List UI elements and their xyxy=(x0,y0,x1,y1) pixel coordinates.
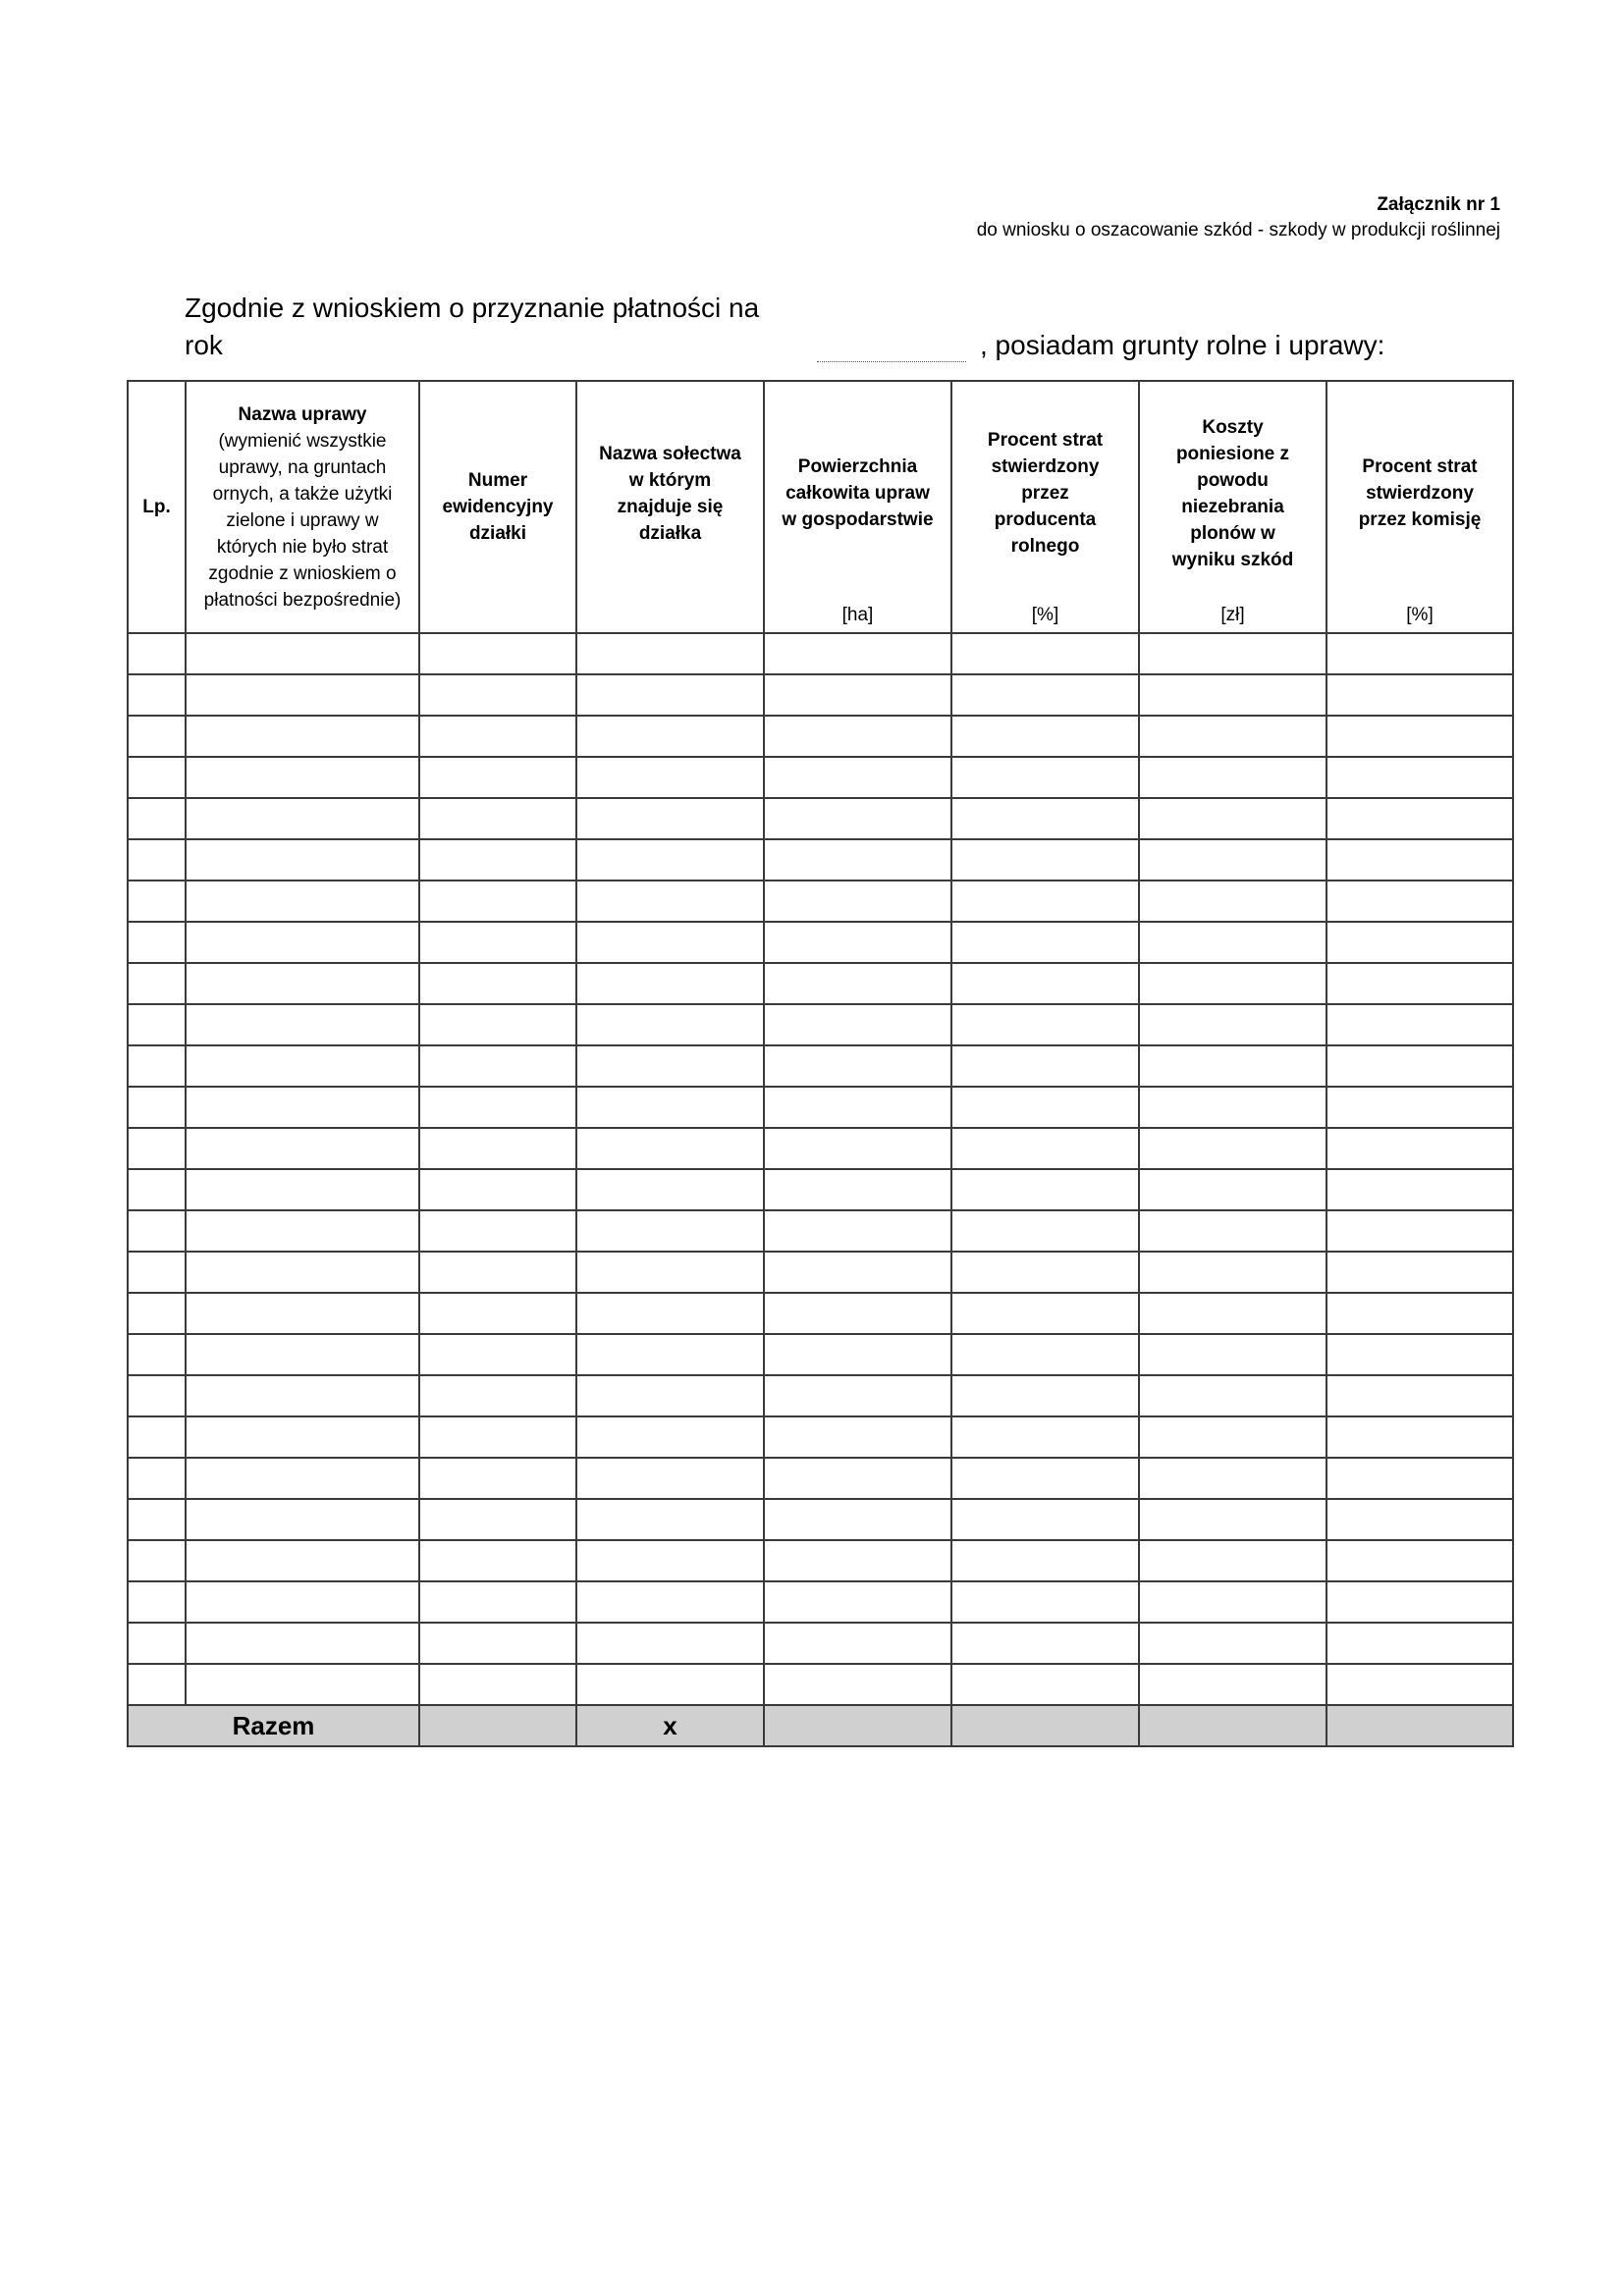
loss-commission-cell[interactable] xyxy=(1326,716,1513,757)
parcel-number-cell[interactable] xyxy=(419,1416,576,1458)
header-area-unit: [ha] xyxy=(841,605,874,625)
header-parcel-number xyxy=(419,381,576,633)
loss-commission-cell[interactable] xyxy=(1326,839,1513,881)
intro-line-2: rok xyxy=(185,330,223,360)
lp-cell[interactable] xyxy=(128,1293,186,1334)
area-cell[interactable] xyxy=(764,1210,951,1252)
crop-name-cell[interactable] xyxy=(186,1499,419,1540)
costs-cell[interactable] xyxy=(1139,1499,1326,1540)
table-row xyxy=(128,1252,1513,1293)
table-row xyxy=(128,1664,1513,1705)
crop-name-cell[interactable] xyxy=(186,1458,419,1499)
loss-commission-cell[interactable] xyxy=(1326,1087,1513,1128)
parcel-number-cell[interactable] xyxy=(419,1458,576,1499)
total-area-cell[interactable] xyxy=(764,1705,951,1746)
loss-commission-cell[interactable] xyxy=(1326,1210,1513,1252)
village-name-cell[interactable] xyxy=(576,757,764,798)
area-cell[interactable] xyxy=(764,1499,951,1540)
crop-name-cell[interactable] xyxy=(186,1210,419,1252)
crop-name-cell[interactable] xyxy=(186,1004,419,1045)
village-name-cell[interactable] xyxy=(576,1664,764,1705)
crop-name-cell[interactable] xyxy=(186,1416,419,1458)
table-row xyxy=(128,798,1513,839)
area-cell[interactable] xyxy=(764,1169,951,1210)
crop-name-cell[interactable] xyxy=(186,922,419,963)
village-name-cell[interactable] xyxy=(576,1087,764,1128)
village-name-cell[interactable] xyxy=(576,922,764,963)
costs-cell[interactable] xyxy=(1139,798,1326,839)
area-cell[interactable] xyxy=(764,1416,951,1458)
crop-name-cell[interactable] xyxy=(186,1045,419,1087)
table-body xyxy=(128,633,1513,1705)
crop-name-cell[interactable] xyxy=(186,716,419,757)
crop-name-cell[interactable] xyxy=(186,1169,419,1210)
total-village-x: x xyxy=(663,1710,677,1740)
lp-cell[interactable] xyxy=(128,757,186,798)
loss-commission-cell[interactable] xyxy=(1326,1375,1513,1416)
parcel-number-cell[interactable] xyxy=(419,1623,576,1664)
crop-name-cell[interactable] xyxy=(186,1252,419,1293)
area-cell[interactable] xyxy=(764,1128,951,1169)
crop-name-cell[interactable] xyxy=(186,1375,419,1416)
area-cell[interactable] xyxy=(764,757,951,798)
village-name-cell[interactable] xyxy=(576,1045,764,1087)
crop-name-cell[interactable] xyxy=(186,1334,419,1375)
area-cell[interactable] xyxy=(764,1623,951,1664)
lp-cell[interactable] xyxy=(128,881,186,922)
header-loss-commission-label: Procent strat stwierdzony przez komisję xyxy=(1358,456,1482,530)
costs-cell[interactable] xyxy=(1139,922,1326,963)
loss-producer-cell[interactable] xyxy=(951,1293,1139,1334)
crop-name-cell[interactable] xyxy=(186,1087,419,1128)
costs-cell[interactable] xyxy=(1139,1334,1326,1375)
intro-line-3: , posiadam grunty rolne i uprawy: xyxy=(980,330,1385,360)
area-cell[interactable] xyxy=(764,798,951,839)
parcel-number-cell[interactable] xyxy=(419,1581,576,1623)
parcel-number-cell[interactable] xyxy=(419,922,576,963)
costs-cell[interactable] xyxy=(1139,757,1326,798)
loss-producer-cell[interactable] xyxy=(951,1581,1139,1623)
costs-cell[interactable] xyxy=(1139,716,1326,757)
loss-producer-cell[interactable] xyxy=(951,1169,1139,1210)
crop-name-cell[interactable] xyxy=(186,1581,419,1623)
table-row xyxy=(128,1128,1513,1169)
loss-commission-cell[interactable] xyxy=(1326,1128,1513,1169)
lp-cell[interactable] xyxy=(128,1169,186,1210)
village-name-cell[interactable] xyxy=(576,1581,764,1623)
loss-commission-cell[interactable] xyxy=(1326,922,1513,963)
area-cell[interactable] xyxy=(764,1087,951,1128)
crop-name-cell[interactable] xyxy=(186,674,419,716)
header-lp xyxy=(128,381,186,633)
area-cell[interactable] xyxy=(764,881,951,922)
crop-name-cell[interactable] xyxy=(186,1623,419,1664)
loss-producer-cell[interactable] xyxy=(951,1499,1139,1540)
loss-producer-cell[interactable] xyxy=(951,1252,1139,1293)
area-cell[interactable] xyxy=(764,839,951,881)
lp-cell[interactable] xyxy=(128,963,186,1004)
loss-producer-cell[interactable] xyxy=(951,1045,1139,1087)
costs-cell[interactable] xyxy=(1139,1293,1326,1334)
table-row xyxy=(128,716,1513,757)
loss-commission-cell[interactable] xyxy=(1326,1004,1513,1045)
loss-producer-cell[interactable] xyxy=(951,1128,1139,1169)
loss-producer-cell[interactable] xyxy=(951,922,1139,963)
loss-commission-cell[interactable] xyxy=(1326,1623,1513,1664)
loss-commission-cell[interactable] xyxy=(1326,1540,1513,1581)
header-costs xyxy=(1139,381,1326,633)
costs-cell[interactable] xyxy=(1139,839,1326,881)
parcel-number-cell[interactable] xyxy=(419,674,576,716)
header-loss-producer-unit: [%] xyxy=(1031,605,1059,625)
loss-commission-cell[interactable] xyxy=(1326,963,1513,1004)
total-village-cell xyxy=(576,1705,764,1746)
costs-cell[interactable] xyxy=(1139,1581,1326,1623)
area-cell[interactable] xyxy=(764,1334,951,1375)
loss-producer-cell[interactable] xyxy=(951,716,1139,757)
loss-commission-cell[interactable] xyxy=(1326,1499,1513,1540)
village-name-cell[interactable] xyxy=(576,1210,764,1252)
parcel-number-cell[interactable] xyxy=(419,1334,576,1375)
header-loss-producer xyxy=(951,381,1139,633)
parcel-number-cell[interactable] xyxy=(419,633,576,674)
table-row xyxy=(128,1540,1513,1581)
village-name-cell[interactable] xyxy=(576,1004,764,1045)
area-cell[interactable] xyxy=(764,922,951,963)
area-cell[interactable] xyxy=(764,1045,951,1087)
table-row xyxy=(128,1293,1513,1334)
costs-cell[interactable] xyxy=(1139,963,1326,1004)
parcel-number-cell[interactable] xyxy=(419,1210,576,1252)
village-name-cell[interactable] xyxy=(576,1458,764,1499)
header-loss-producer-label: Procent strat stwierdzony przez producenta rolnego xyxy=(987,430,1104,557)
header-village-name-label: Nazwa sołectwa w którym znajduje się działka xyxy=(599,443,741,544)
village-name-cell[interactable] xyxy=(576,1334,764,1375)
table-row xyxy=(128,757,1513,798)
area-cell[interactable] xyxy=(764,1293,951,1334)
costs-cell[interactable] xyxy=(1139,881,1326,922)
village-name-cell[interactable] xyxy=(576,839,764,881)
loss-producer-cell[interactable] xyxy=(951,674,1139,716)
loss-commission-cell[interactable] xyxy=(1326,1252,1513,1293)
total-costs-cell[interactable] xyxy=(1139,1705,1326,1746)
lp-cell[interactable] xyxy=(128,633,186,674)
loss-commission-cell[interactable] xyxy=(1326,1458,1513,1499)
loss-commission-cell[interactable] xyxy=(1326,633,1513,674)
village-name-cell[interactable] xyxy=(576,1169,764,1210)
crop-name-cell[interactable] xyxy=(186,1540,419,1581)
loss-producer-cell[interactable] xyxy=(951,1210,1139,1252)
parcel-number-cell[interactable] xyxy=(419,839,576,881)
area-cell[interactable] xyxy=(764,674,951,716)
costs-cell[interactable] xyxy=(1139,1252,1326,1293)
lp-cell[interactable] xyxy=(128,716,186,757)
loss-commission-cell[interactable] xyxy=(1326,1416,1513,1458)
costs-cell[interactable] xyxy=(1139,1004,1326,1045)
intro-line-1: Zgodnie z wnioskiem o przyznanie płatności na xyxy=(185,293,760,323)
village-name-cell[interactable] xyxy=(576,633,764,674)
table-row xyxy=(128,839,1513,881)
parcel-number-cell[interactable] xyxy=(419,1499,576,1540)
header-costs-label: Koszty poniesione z powodu niezebrania plonów w wyniku szkód xyxy=(1171,416,1294,570)
area-cell[interactable] xyxy=(764,1458,951,1499)
loss-producer-cell[interactable] xyxy=(951,1623,1139,1664)
village-name-cell[interactable] xyxy=(576,1128,764,1169)
lp-cell[interactable] xyxy=(128,674,186,716)
parcel-number-cell[interactable] xyxy=(419,757,576,798)
crop-name-cell[interactable] xyxy=(186,881,419,922)
area-cell[interactable] xyxy=(764,716,951,757)
total-loss-producer-cell[interactable] xyxy=(951,1705,1139,1746)
crop-name-cell[interactable] xyxy=(186,633,419,674)
area-cell[interactable] xyxy=(764,633,951,674)
lp-cell[interactable] xyxy=(128,1252,186,1293)
costs-cell[interactable] xyxy=(1139,1416,1326,1458)
costs-cell[interactable] xyxy=(1139,1540,1326,1581)
costs-cell[interactable] xyxy=(1139,1045,1326,1087)
crop-name-cell[interactable] xyxy=(186,1128,419,1169)
loss-commission-cell[interactable] xyxy=(1326,798,1513,839)
village-name-cell[interactable] xyxy=(576,1416,764,1458)
lp-cell[interactable] xyxy=(128,1581,186,1623)
lp-cell[interactable] xyxy=(128,922,186,963)
village-name-cell[interactable] xyxy=(576,1293,764,1334)
header-village-name xyxy=(576,381,764,633)
table-row xyxy=(128,1045,1513,1087)
header-loss-commission xyxy=(1326,381,1513,633)
annex-subtitle: do wniosku o oszacowanie szkód - szkody w produkcji roślinnej xyxy=(976,220,1500,240)
village-name-cell[interactable] xyxy=(576,1623,764,1664)
village-name-cell[interactable] xyxy=(576,798,764,839)
loss-producer-cell[interactable] xyxy=(951,1540,1139,1581)
table-row xyxy=(128,963,1513,1004)
loss-producer-cell[interactable] xyxy=(951,633,1139,674)
header-row xyxy=(128,381,1513,633)
annex-title: Załącznik nr 1 xyxy=(1377,194,1500,215)
costs-cell[interactable] xyxy=(1139,1664,1326,1705)
crop-name-cell[interactable] xyxy=(186,963,419,1004)
area-cell[interactable] xyxy=(764,1004,951,1045)
table-row xyxy=(128,1416,1513,1458)
area-cell[interactable] xyxy=(764,1252,951,1293)
parcel-number-cell[interactable] xyxy=(419,1540,576,1581)
lp-cell[interactable] xyxy=(128,1623,186,1664)
lp-cell[interactable] xyxy=(128,1499,186,1540)
village-name-cell[interactable] xyxy=(576,674,764,716)
lp-cell[interactable] xyxy=(128,798,186,839)
costs-cell[interactable] xyxy=(1139,1375,1326,1416)
loss-producer-cell[interactable] xyxy=(951,1458,1139,1499)
parcel-number-cell[interactable] xyxy=(419,1252,576,1293)
village-name-cell[interactable] xyxy=(576,1499,764,1540)
parcel-number-cell[interactable] xyxy=(419,1293,576,1334)
loss-producer-cell[interactable] xyxy=(951,1664,1139,1705)
loss-producer-cell[interactable] xyxy=(951,839,1139,881)
area-cell[interactable] xyxy=(764,963,951,1004)
table-row xyxy=(128,1458,1513,1499)
loss-producer-cell[interactable] xyxy=(951,798,1139,839)
area-cell[interactable] xyxy=(764,1581,951,1623)
lp-cell[interactable] xyxy=(128,1416,186,1458)
lp-cell[interactable] xyxy=(128,1664,186,1705)
crop-name-cell[interactable] xyxy=(186,839,419,881)
table-row xyxy=(128,922,1513,963)
costs-cell[interactable] xyxy=(1139,674,1326,716)
parcel-number-cell[interactable] xyxy=(419,1004,576,1045)
crop-name-cell[interactable] xyxy=(186,1664,419,1705)
lp-cell[interactable] xyxy=(128,1004,186,1045)
loss-commission-cell[interactable] xyxy=(1326,1293,1513,1334)
header-lp-label: Lp. xyxy=(142,497,171,517)
loss-commission-cell[interactable] xyxy=(1326,1664,1513,1705)
area-cell[interactable] xyxy=(764,1664,951,1705)
area-cell[interactable] xyxy=(764,1540,951,1581)
loss-commission-cell[interactable] xyxy=(1326,881,1513,922)
lp-cell[interactable] xyxy=(128,1128,186,1169)
loss-commission-cell[interactable] xyxy=(1326,674,1513,716)
loss-producer-cell[interactable] xyxy=(951,1004,1139,1045)
crops-table xyxy=(127,380,1514,1747)
loss-producer-cell[interactable] xyxy=(951,757,1139,798)
total-label-cell xyxy=(128,1705,419,1746)
loss-producer-cell[interactable] xyxy=(951,1087,1139,1128)
header-area-label: Powierzchnia całkowita upraw w gospodarstwie xyxy=(782,456,934,530)
village-name-cell[interactable] xyxy=(576,881,764,922)
area-cell[interactable] xyxy=(764,1375,951,1416)
costs-cell[interactable] xyxy=(1139,1087,1326,1128)
header-crop-name xyxy=(186,381,419,633)
loss-producer-cell[interactable] xyxy=(951,1334,1139,1375)
total-label: Razem xyxy=(232,1710,315,1740)
village-name-cell[interactable] xyxy=(576,716,764,757)
year-input-line[interactable] xyxy=(817,361,966,362)
loss-commission-cell[interactable] xyxy=(1326,1581,1513,1623)
table-row xyxy=(128,1623,1513,1664)
village-name-cell[interactable] xyxy=(576,1375,764,1416)
village-name-cell[interactable] xyxy=(576,963,764,1004)
table-row xyxy=(128,1004,1513,1045)
costs-cell[interactable] xyxy=(1139,1623,1326,1664)
lp-cell[interactable] xyxy=(128,1087,186,1128)
header-loss-commission-unit: [%] xyxy=(1406,605,1434,625)
lp-cell[interactable] xyxy=(128,1210,186,1252)
lp-cell[interactable] xyxy=(128,1045,186,1087)
total-row xyxy=(128,1705,1513,1746)
parcel-number-cell[interactable] xyxy=(419,1045,576,1087)
table-row xyxy=(128,1334,1513,1375)
header-parcel-number-label: Numer ewidencyjny działki xyxy=(442,470,554,544)
parcel-number-cell[interactable] xyxy=(419,798,576,839)
table-row xyxy=(128,1581,1513,1623)
total-parcel-cell[interactable] xyxy=(419,1705,576,1746)
table-row xyxy=(128,881,1513,922)
parcel-number-cell[interactable] xyxy=(419,1664,576,1705)
costs-cell[interactable] xyxy=(1139,1458,1326,1499)
header-crop-name-label: Nazwa uprawy xyxy=(238,403,367,425)
lp-cell[interactable] xyxy=(128,839,186,881)
crop-name-cell[interactable] xyxy=(186,1293,419,1334)
costs-cell[interactable] xyxy=(1139,1128,1326,1169)
lp-cell[interactable] xyxy=(128,1334,186,1375)
loss-producer-cell[interactable] xyxy=(951,1375,1139,1416)
table-row xyxy=(128,1375,1513,1416)
table-row xyxy=(128,633,1513,674)
village-name-cell[interactable] xyxy=(576,1540,764,1581)
parcel-number-cell[interactable] xyxy=(419,716,576,757)
lp-cell[interactable] xyxy=(128,1458,186,1499)
loss-commission-cell[interactable] xyxy=(1326,1045,1513,1087)
loss-producer-cell[interactable] xyxy=(951,881,1139,922)
header-costs-unit: [zł] xyxy=(1220,605,1245,625)
parcel-number-cell[interactable] xyxy=(419,1128,576,1169)
crop-name-cell[interactable] xyxy=(186,798,419,839)
lp-cell[interactable] xyxy=(128,1540,186,1581)
parcel-number-cell[interactable] xyxy=(419,963,576,1004)
table-row xyxy=(128,1169,1513,1210)
annex-header xyxy=(977,192,1500,243)
parcel-number-cell[interactable] xyxy=(419,1375,576,1416)
table-row xyxy=(128,1499,1513,1540)
table-row xyxy=(128,1087,1513,1128)
header-crop-name-note: (wymienić wszystkie uprawy, na gruntach ornych, a także użytki zielone i uprawy w których nie było strat zgodnie z wnioskiem o płatności bezpośrednie) xyxy=(203,430,402,611)
loss-commission-cell[interactable] xyxy=(1326,757,1513,798)
header-area xyxy=(764,381,951,633)
parcel-number-cell[interactable] xyxy=(419,881,576,922)
loss-producer-cell[interactable] xyxy=(951,963,1139,1004)
parcel-number-cell[interactable] xyxy=(419,1169,576,1210)
costs-cell[interactable] xyxy=(1139,633,1326,674)
total-loss-commission-cell[interactable] xyxy=(1326,1705,1513,1746)
parcel-number-cell[interactable] xyxy=(419,1087,576,1128)
loss-commission-cell[interactable] xyxy=(1326,1334,1513,1375)
costs-cell[interactable] xyxy=(1139,1169,1326,1210)
lp-cell[interactable] xyxy=(128,1375,186,1416)
table-row xyxy=(128,674,1513,716)
table-row xyxy=(128,1210,1513,1252)
crop-name-cell[interactable] xyxy=(186,757,419,798)
loss-producer-cell[interactable] xyxy=(951,1416,1139,1458)
village-name-cell[interactable] xyxy=(576,1252,764,1293)
costs-cell[interactable] xyxy=(1139,1210,1326,1252)
loss-commission-cell[interactable] xyxy=(1326,1169,1513,1210)
